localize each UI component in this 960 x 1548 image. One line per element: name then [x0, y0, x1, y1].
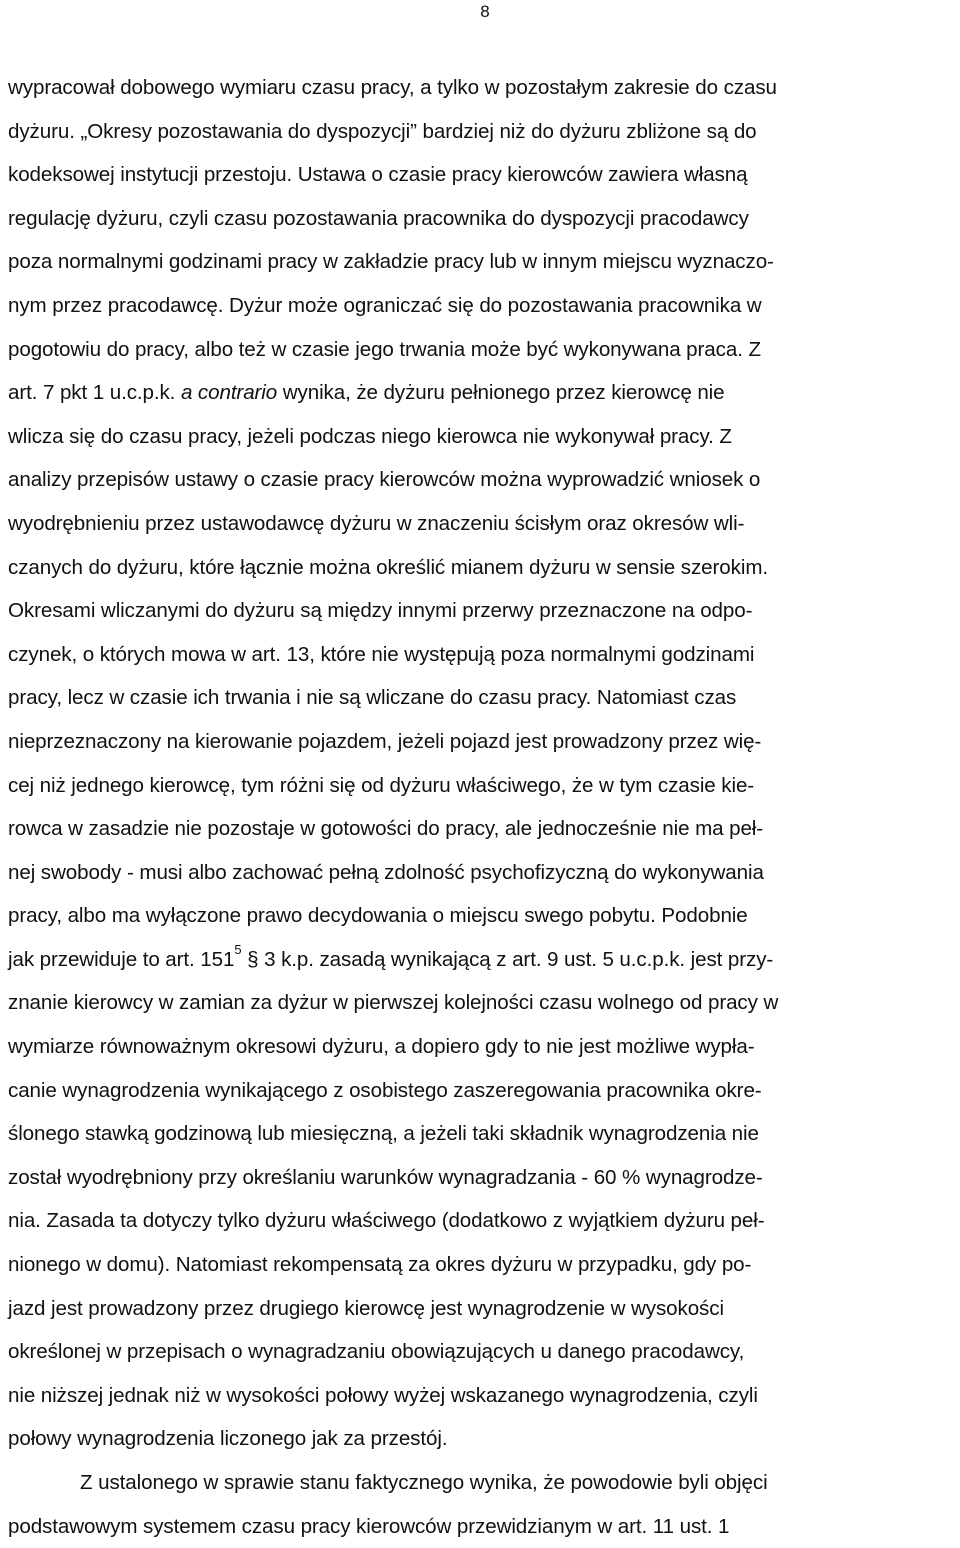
text-run: nej swobody - musi albo zachować pełną zdolność psychofizyczną do wykonywania	[8, 860, 764, 884]
text-line	[8, 546, 958, 590]
text-run: wypracował dobowego wymiaru czasu pracy, a tylko w pozostałym zakresie do czasu	[8, 76, 777, 99]
text-line	[8, 764, 958, 808]
text-line	[8, 589, 958, 633]
text-run: canie wynagrodzenia wynikającego z osobistego zaszeregowania pracownika okre-	[8, 1078, 762, 1102]
text-line	[8, 851, 958, 895]
text-run: nie niższej jednak niż w wysokości połowy wyżej wskazanego wynagrodzenia, czyli	[8, 1383, 758, 1407]
text-run: dyżuru. „Okresy pozostawania do dyspozycji” bardziej niż do dyżuru zbliżone są do	[8, 119, 757, 143]
text-line	[8, 284, 958, 328]
text-line	[8, 240, 958, 284]
text-run: pracy, lecz w czasie ich trwania i nie są wliczane do czasu pracy. Natomiast czas	[8, 686, 737, 710]
text-run: jazd jest prowadzony przez drugiego kierowcę jest wynagrodzenie w wysokości	[8, 1296, 724, 1320]
text-run: wlicza się do czasu pracy, jeżeli podczas niego kierowca nie wykonywał pracy. Z	[8, 424, 732, 448]
text-line	[8, 1243, 958, 1287]
page-number: 8	[480, 2, 490, 21]
text-line	[8, 1156, 958, 1200]
document-body	[8, 66, 958, 1548]
italic-run: a contrario	[180, 381, 278, 405]
text-line	[8, 676, 958, 720]
text-run: pracy, albo ma wyłączone prawo decydowania o miejscu swego pobytu. Podobnie	[8, 904, 748, 928]
text-line	[8, 415, 958, 459]
superscript: 5	[234, 941, 242, 957]
text-line	[8, 1374, 958, 1418]
text-line	[8, 153, 958, 197]
text-run: pogotowiu do pracy, albo też w czasie jego trwania może być wykonywana praca. Z	[8, 337, 761, 361]
text-run: kodeksowej instytucji przestoju. Ustawa o czasie pracy kierowców zawiera własną	[8, 163, 748, 187]
text-run: Z ustalonego w sprawie stanu faktycznego wynika, że powodowie byli objęci	[80, 1471, 768, 1494]
text-line	[8, 1287, 958, 1331]
text-run: cej niż jednego kierowcę, tym różni się od dyżuru właściwego, że w tym czasie kie-	[8, 773, 755, 797]
text-run: jak przewiduje to art. 151	[8, 947, 235, 971]
text-run: określonej w przepisach o wynagradzaniu obowiązujących u danego pracodawcy,	[8, 1340, 745, 1364]
text-line	[8, 371, 958, 415]
text-line	[8, 502, 958, 546]
text-line	[8, 328, 958, 372]
text-run: Okresami wliczanymi do dyżuru są między innymi przerwy przeznaczone na odpo-	[8, 599, 753, 623]
text-run: nia. Zasada ta dotyczy tylko dyżuru właściwego (dodatkowo z wyjątkiem dyżuru peł-	[8, 1209, 765, 1233]
text-line	[8, 66, 958, 110]
text-line	[8, 458, 958, 502]
text-line	[8, 894, 958, 938]
text-line	[8, 1461, 958, 1505]
text-run: podstawowym systemem czasu pracy kierowców przewidzianym w art. 11 ust. 1	[8, 1514, 730, 1538]
text-line	[8, 110, 958, 154]
text-run: został wyodrębniony przy określaniu warunków wynagradzania - 60 % wynagrodze-	[8, 1165, 763, 1189]
text-run: poza normalnymi godzinami pracy w zakładzie pracy lub w innym miejscu wyznaczo-	[8, 250, 774, 274]
text-line	[8, 633, 958, 677]
text-run: nionego w domu). Natomiast rekompensatą za okres dyżuru w przypadku, gdy po-	[8, 1253, 752, 1277]
text-line	[8, 1505, 958, 1548]
text-run: czynek, o których mowa w art. 13, które nie występują poza normalnymi godzinami	[8, 642, 755, 666]
text-run: nym przez pracodawcę. Dyżur może ograniczać się do pozostawania pracownika w	[8, 293, 762, 317]
text-line	[8, 981, 958, 1025]
text-run: wyodrębnieniu przez ustawodawcę dyżuru w znaczeniu ścisłym oraz okresów wli-	[8, 511, 745, 535]
text-run: ślonego stawką godzinową lub miesięczną, a jeżeli taki składnik wynagrodzenia nie	[8, 1122, 759, 1146]
text-run: § 3 k.p. zasadą wynikającą z art. 9 ust. 5 u.c.p.k. jest przy-	[241, 947, 774, 971]
text-line	[8, 1330, 958, 1374]
text-line	[8, 1069, 958, 1113]
text-line	[8, 1025, 958, 1069]
text-line	[8, 1417, 958, 1461]
text-run: analizy przepisów ustawy o czasie pracy kierowców można wyprowadzić wniosek o	[8, 468, 761, 492]
text-run: nieprzeznaczony na kierowanie pojazdem, jeżeli pojazd jest prowadzony przez wię-	[8, 729, 762, 753]
text-run: art. 7 pkt 1 u.c.p.k.	[8, 381, 181, 405]
text-line	[8, 1199, 958, 1243]
text-run: wymiarze równoważnym okresowi dyżuru, a dopiero gdy to nie jest możliwe wypła-	[8, 1035, 755, 1059]
text-run: wynika, że dyżuru pełnionego przez kierowcę nie	[277, 381, 725, 405]
text-run: czanych do dyżuru, które łącznie można określić mianem dyżuru w sensie szerokim.	[8, 555, 768, 579]
text-run: połowy wynagrodzenia liczonego jak za przestój.	[8, 1427, 448, 1451]
text-line	[8, 197, 958, 241]
text-line	[8, 807, 958, 851]
text-run: rowca w zasadzie nie pozostaje w gotowości do pracy, ale jednocześnie nie ma peł-	[8, 817, 764, 841]
text-run: znanie kierowcy w zamian za dyżur w pierwszej kolejności czasu wolnego od pracy w	[8, 991, 779, 1015]
text-line	[8, 720, 958, 764]
text-run: regulację dyżuru, czyli czasu pozostawania pracownika do dyspozycji pracodawcy	[8, 206, 749, 230]
text-line	[8, 938, 958, 982]
text-line	[8, 1112, 958, 1156]
